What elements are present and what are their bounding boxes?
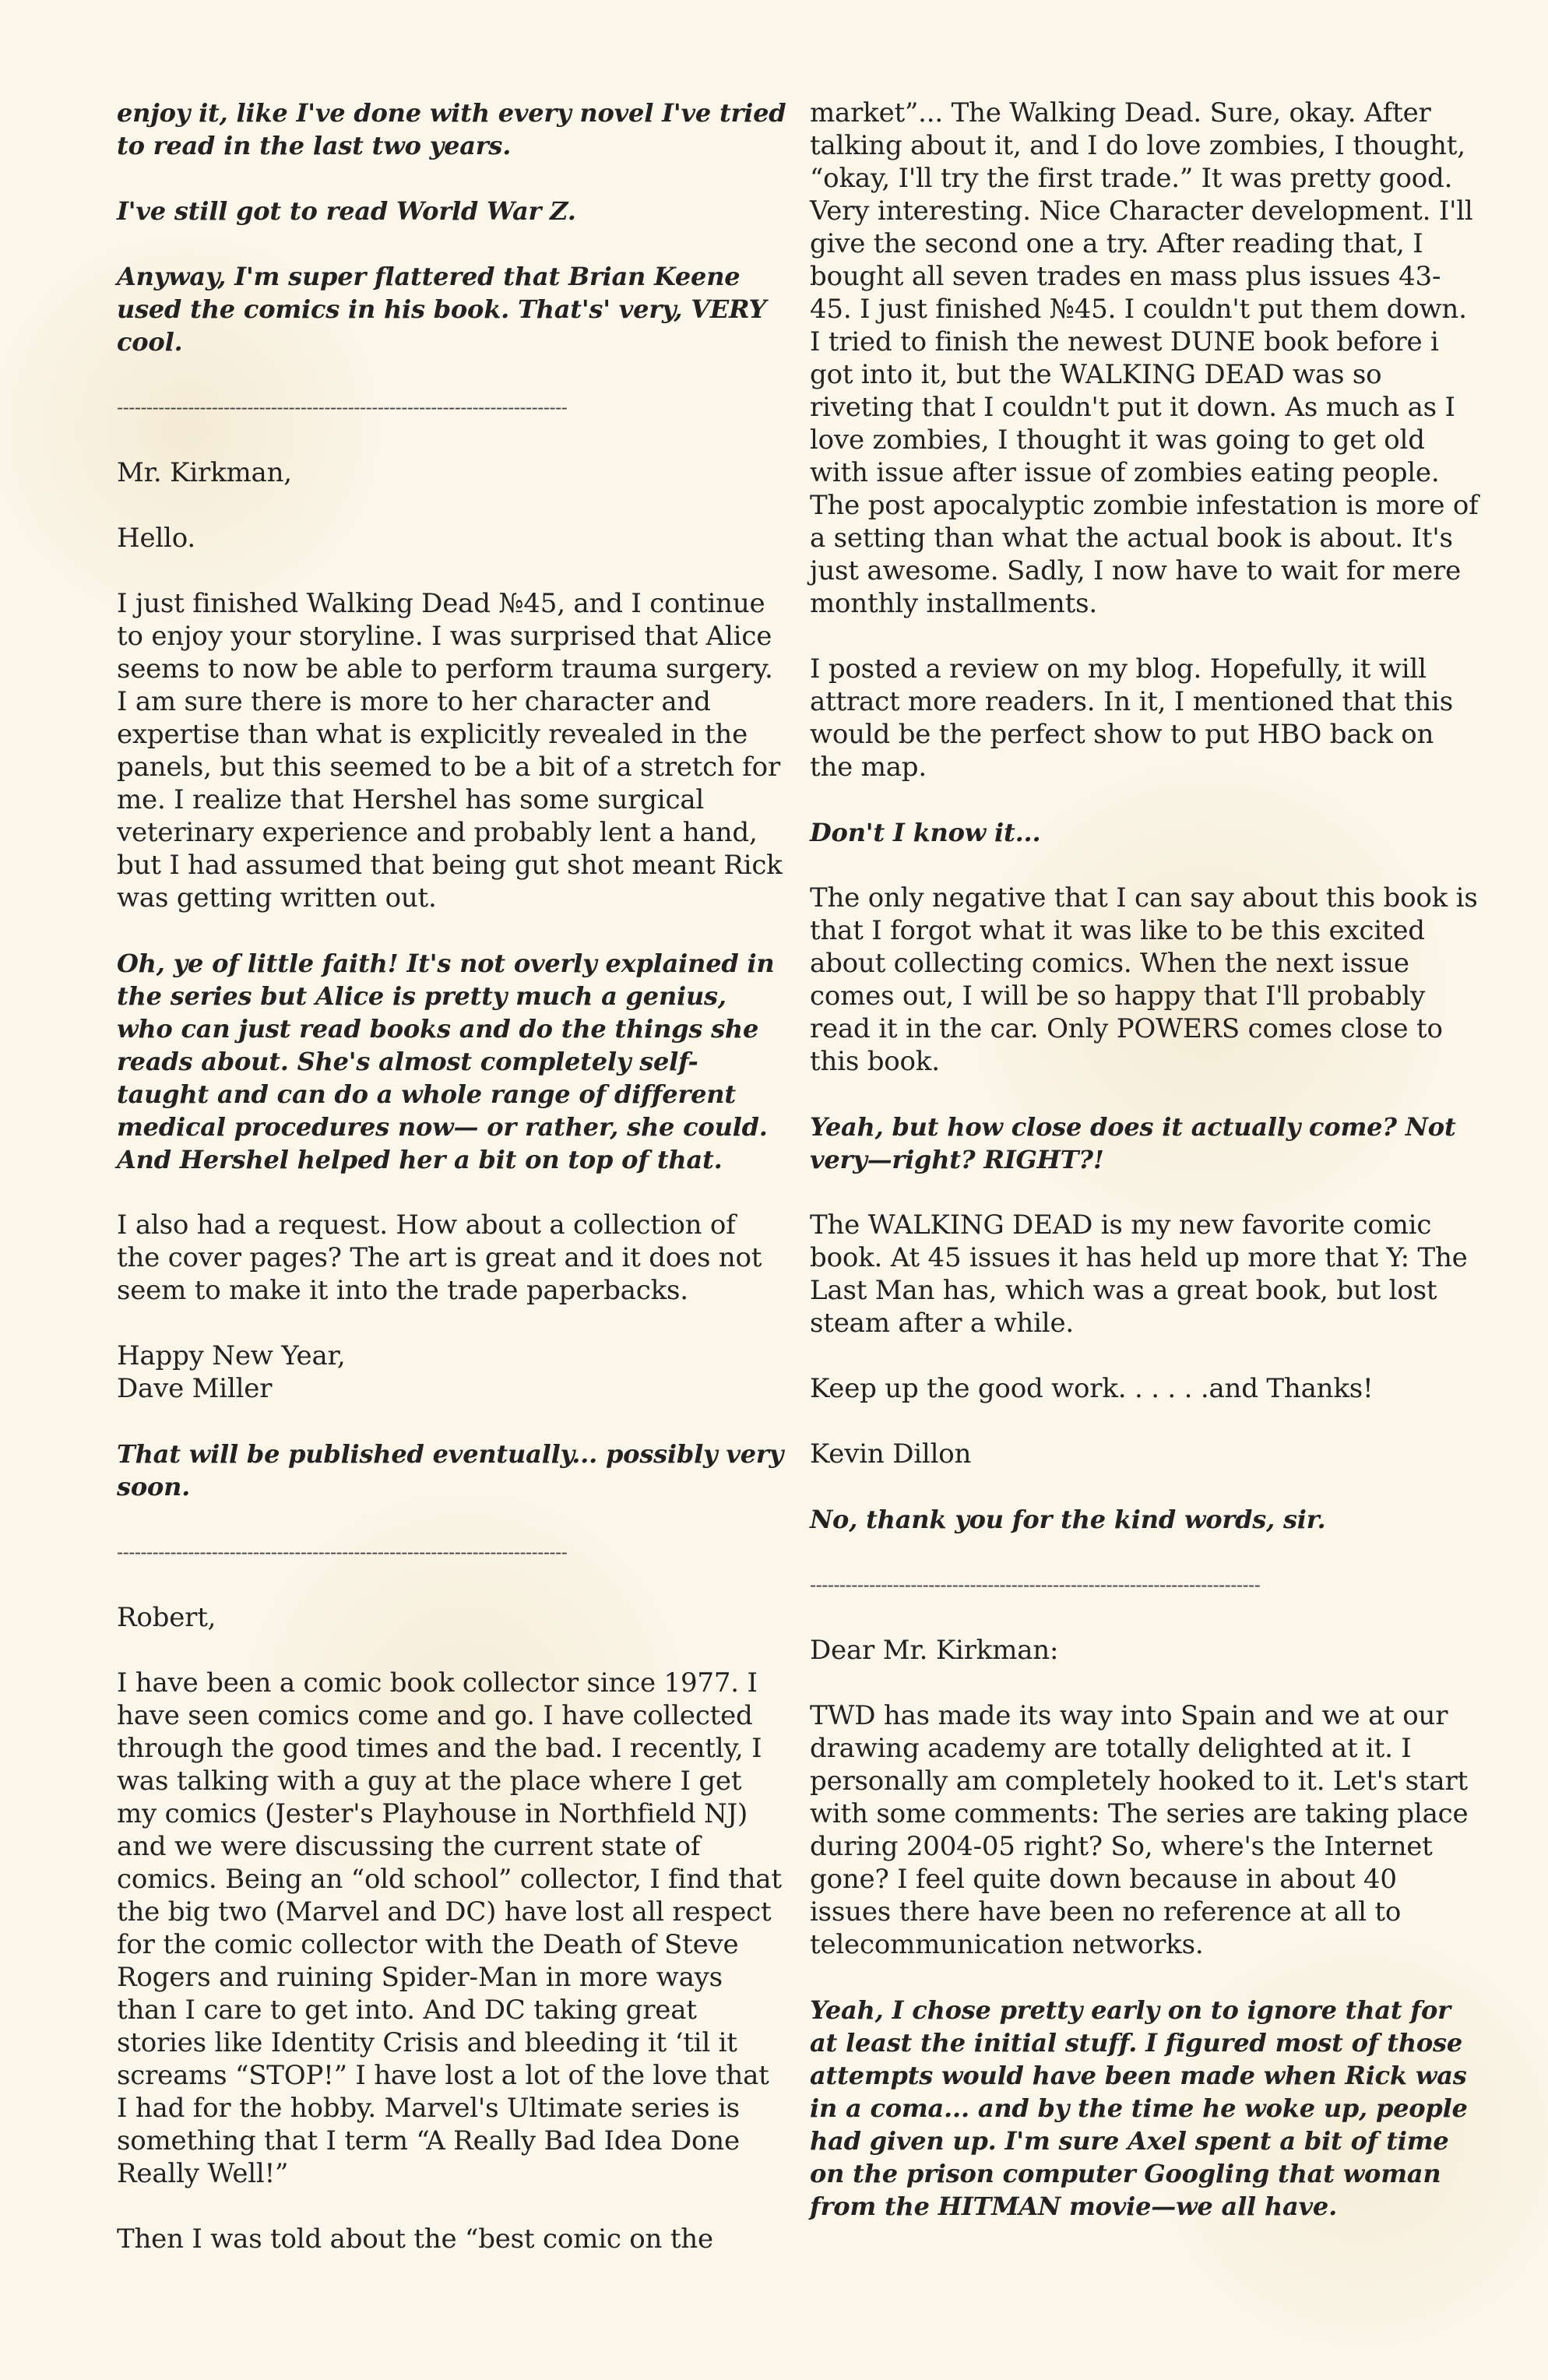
letter-text: I just finished Walking Dead №45, and I continue to enjoy your storyline. I was surprised that Alice seems to now be able to perform trauma surgery. I am sure there is more to her character and expertise than what is explicitly revealed in the panels, but this seemed to be a bit of a stretch for me. I realize that Hershel has some surgical veterinary experience and probably lent a hand, but I had assumed that being gut shot meant Rick was getting written out.: [117, 588, 783, 914]
editor-response: I've still got to read World War Z.: [117, 196, 576, 226]
letter-salutation: Robert,: [117, 1602, 216, 1633]
editor-response: Oh, ye of little faith! It's not overly explained in the series but Alice is pretty much a genius, who can just read books and do the things she reads about. She's almost completely self-taught and can do a whole range of different medical procedures now— or rather, she could. And Hershel helped her a bit on top of that.: [117, 949, 775, 1174]
letter-signature: Kevin Dillon: [810, 1438, 972, 1470]
editor-response: Yeah, but how close does it actually come? Not very—right? RIGHT?!: [810, 1112, 1456, 1174]
letter-salutation: Dear Mr. Kirkman:: [810, 1635, 1059, 1666]
letter-text: I have been a comic book collector since 1977. I have seen comics come and go. I have collected through the good times and the bad. I recently, I was talking with a guy at the place where I get my comics (Jester's Playhouse in Northfield NJ) and we were discussing the current state of comics. Being an “old school” collector, I find that the big two (Marvel and DC) have lost all respect for the comic collector with the Death of Steve Rogers and ruining Spider-Man in more ways than I care to get into. And DC taking great stories like Identity Crisis and bleeding it ‘til it screams “STOP!” I have lost a lot of the love that I had for the hobby. Marvel's Ultimate series is something that I term “A Really Bad Idea Done Really Well!”: [117, 1667, 782, 2189]
letter-separator: ----------------------------------------------------------------------------: [117, 1541, 568, 1563]
editor-response: Yeah, I chose pretty early on to ignore that for at least the initial stuff. I figured most of those attempts would have been made when Rick was in a coma... and by the time he woke up, people had given up. I'm sure Axel spent a bit of time on the prison computer Googling that woman from the HITMAN movie—we all have.: [810, 1995, 1468, 2221]
letter-text: TWD has made its way into Spain and we at our drawing academy are totally delighted at it. I personally am completely hooked to it. Let's start with some comments: The series are taking place during 2004-05 right? So, where's the Internet gone? I feel quite down because in about 40 issues there have been no reference at all to telecommunication networks.: [810, 1700, 1469, 1960]
editor-response: Anyway, I'm super flattered that Brian Keene used the comics in his book. That's' very, VERY cool.: [117, 262, 767, 357]
letter-separator: ----------------------------------------------------------------------------: [117, 396, 568, 418]
letter-text: Then I was told about the “best comic on the: [117, 2223, 713, 2255]
letter-text: The WALKING DEAD is my new favorite comic book. At 45 issues it has held up more that Y: The Last Man has, which was a great book, but lost steam after a while.: [810, 1209, 1468, 1339]
editor-response: That will be published eventually... possibly very soon.: [117, 1439, 783, 1502]
letter-text: Hello.: [117, 523, 195, 554]
letter-text: I also had a request. How about a collection of the cover pages? The art is great and it does not seem to make it into the trade paperbacks.: [117, 1209, 762, 1306]
letter-text: I posted a review on my blog. Hopefully, it will attract more readers. In it, I mentioned that this would be the perfect show to put HBO back on the map.: [810, 653, 1453, 783]
editor-response: enjoy it, like I've done with every novel I've tried to read in the last two years.: [117, 98, 786, 160]
editor-response: No, thank you for the kind words, sir.: [810, 1505, 1326, 1534]
editor-response: Don't I know it...: [810, 818, 1041, 847]
letter-text: market”... The Walking Dead. Sure, okay. After talking about it, and I do love zombies, I thought, “okay, I'll try the first trade.” It was pretty good. Very interesting. Nice Character development. I'll give the second one a try. After reading that, I bought all seven trades en mass plus issues 43-45. I just finished №45. I couldn't put them down. I tried to finish the newest DUNE book before i got into it, but the WALKING DEAD was so riveting that I couldn't put it down. As much as I love zombies, I thought it was going to get old with issue after issue of zombies eating people. The post apocalyptic zombie infestation is more of a setting than what the actual book is about. It's just awesome. Sadly, I now have to wait for mere monthly installments.: [810, 97, 1479, 619]
letter-closing: Keep up the good work. . . . . .and Thanks!: [810, 1373, 1374, 1404]
letter-signature: Dave Miller: [117, 1373, 273, 1404]
letter-text: The only negative that I can say about this book is that I forgot what it was like to be this excited about collecting comics. When the next issue comes out, I will be so happy that I'll probably read it in the car. Only POWERS comes close to this book.: [810, 882, 1478, 1077]
letter-closing: Happy New Year,: [117, 1340, 346, 1371]
letter-salutation: Mr. Kirkman,: [117, 457, 292, 488]
right-column: [810, 97, 1479, 2255]
left-column: [117, 97, 786, 2288]
letter-separator: ----------------------------------------------------------------------------: [810, 1574, 1261, 1596]
